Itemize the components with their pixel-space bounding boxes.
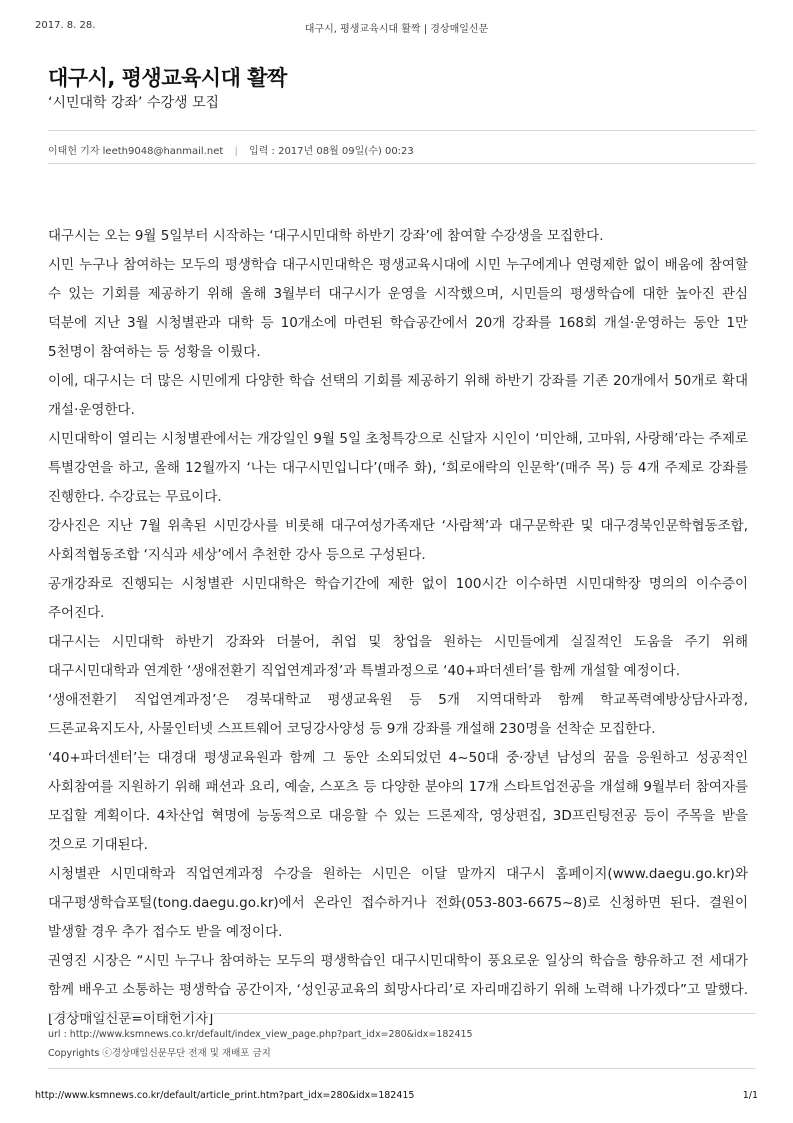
byline-separator: | bbox=[234, 146, 238, 157]
article-paragraph: 시민대학이 열리는 시청별관에서는 개강일인 9월 5일 초청특강으로 신달자 시인이 ‘미안해, 고마워, 사랑해’라는 주제로 특별강연을 하고, 올해 12월까지 ‘나는 대구시민입니다’(매주 화), ‘희로애락의 인문학’(매주 목) 등 4개 주제로 강좌를 진행한다. 수강료는 무료이다. bbox=[48, 431, 748, 505]
article-paragraph: ‘40+파더센터’는 대경대 평생교육원과 함께 그 동안 소외되었던 4~50대 중·장년 남성의 꿈을 응원하고 성공적인 사회참여를 지원하기 위해 패션과 요리, 예술, 스포츠 등 다양한 분야의 17개 스타트업전공을 개설해 9월부터 참여자를 모집할 계획이다. 4차산업 혁명에 능동적으로 대응할 수 있는 드론제작, 영상편집, 3D프린팅전공 등이 주목을 받을 것으로 기대된다. bbox=[48, 750, 748, 853]
print-date: 2017. 8. 28. bbox=[35, 20, 96, 31]
article-paragraph: 시청별관 시민대학과 직업연계과정 수강을 원하는 시민은 이달 말까지 대구시 홈페이지(www.daegu.go.kr)와 대구평생학습포털(tong.daegu.go.kr)에서 온라인 접수하거나 전화(053-803-6675~8)로 신청하면 된다. 결원이 발생할 경우 추가 접수도 받을 예정이다. bbox=[48, 866, 748, 940]
article-paragraph: ‘생애전환기 직업연계과정’은 경북대학교 평생교육원 등 5개 지역대학과 함께 학교폭력예방상담사과정, 드론교육지도사, 사물인터넷 스프트웨어 코딩강사양성 등 9개 강좌를 개설해 230명을 선착순 모집한다. bbox=[48, 692, 748, 737]
print-page-title: 대구시, 평생교육시대 활짝 | 경상매일신문 bbox=[304, 24, 489, 35]
article-paragraph: 대구시는 시민대학 하반기 강좌와 더불어, 취업 및 창업을 원하는 시민들에게 실질적인 도움을 주기 위해 대구시민대학과 연계한 ‘생애전환기 직업연계과정’과 특별과정으로 ‘40+파더센터’를 함께 개설할 예정이다. bbox=[48, 634, 748, 679]
copyright-notice: Copyrights ⓒ경상매일신문무단 전재 및 재배포 금지 bbox=[48, 1048, 271, 1059]
divider-byline bbox=[48, 163, 756, 164]
divider-top bbox=[48, 130, 756, 131]
article-paragraph: 강사진은 지난 7월 위촉된 시민강사를 비롯해 대구여성가족재단 ‘사람책’과 대구문학관 및 대구경북인문학협동조합, 사회적협동조합 ‘지식과 세상’에서 추천한 강사 등으로 구성된다. bbox=[48, 518, 748, 563]
page-number: 1/1 bbox=[742, 1090, 758, 1101]
byline-author: 이태헌 기자 leeth9048@hanmail.net bbox=[48, 146, 224, 157]
article-paragraph: 권영진 시장은 “시민 누구나 참여하는 모두의 평생학습인 대구시민대학이 풍요로운 일상의 학습을 향유하고 전 세대가 함께 배우고 소통하는 평생학습 공간이자, ‘성인공교육의 희망사다리’로 자리매김하기 위해 노력해 나가겠다”고 말했다. [경상매일신문=이태헌기자] bbox=[48, 953, 748, 1027]
article-footer bbox=[48, 1025, 473, 1063]
print-url: http://www.ksmnews.co.kr/default/article_print.htm?part_idx=280&idx=182415 bbox=[35, 1090, 415, 1101]
article-paragraph: 대구시는 오는 9월 5일부터 시작하는 ‘대구시민대학 하반기 강좌’에 참여할 수강생을 모집한다. bbox=[48, 228, 604, 244]
article-headline: 대구시, 평생교육시대 활짝 bbox=[48, 66, 287, 90]
divider-bottom bbox=[48, 1068, 756, 1069]
article-body bbox=[48, 222, 748, 1034]
byline bbox=[48, 142, 414, 157]
divider-footer bbox=[48, 1013, 756, 1014]
article-paragraph: 이에, 대구시는 더 많은 시민에게 다양한 학습 선택의 기회를 제공하기 위해 하반기 강좌를 기존 20개에서 50개로 확대 개설·운영한다. bbox=[48, 373, 748, 418]
byline-date: 입력 : 2017년 08월 09일(수) 00:23 bbox=[249, 146, 414, 157]
article-paragraph: 공개강좌로 진행되는 시청별관 시민대학은 학습기간에 제한 없이 100시간 이수하면 시민대학장 명의의 이수증이 주어진다. bbox=[48, 576, 748, 621]
article-paragraph: 시민 누구나 참여하는 모두의 평생학습 대구시민대학은 평생교육시대에 시민 누구에게나 연령제한 없이 배움에 참여할 수 있는 기회를 제공하기 위해 올해 3월부터 대구시가 운영을 시작했으며, 시민들의 평생학습에 대한 높아진 관심 덕분에 지난 3월 시청별관과 대학 등 10개소에 마련된 학습공간에서 20개 강좌를 168회 개설·운영하는 동안 1만 5천명이 참여하는 등 성황을 이뤘다. bbox=[48, 257, 748, 360]
article-subheadline: ‘시민대학 강좌’ 수강생 모집 bbox=[48, 95, 220, 111]
article-url: url : http://www.ksmnews.co.kr/default/index_view_page.php?part_idx=280&idx=182415 bbox=[48, 1029, 473, 1040]
